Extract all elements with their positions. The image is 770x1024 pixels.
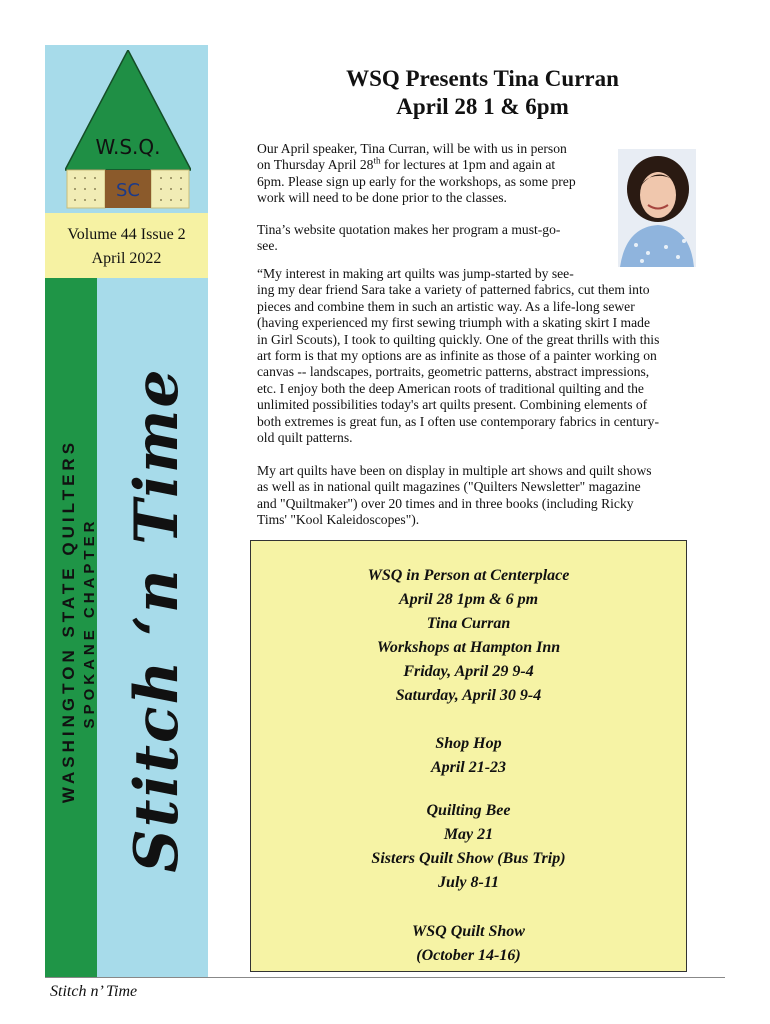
event-line: Sisters Quilt Show (Bus Trip) <box>371 850 566 867</box>
article-subtitle: April 28 1 & 6pm <box>396 94 569 119</box>
quote-line: art form is that my options are as infinite as those of a painter working on <box>257 348 657 364</box>
website-line: see. <box>257 238 278 254</box>
issue-info-box <box>45 213 208 278</box>
event-line: WSQ in Person at Centerplace <box>367 567 570 584</box>
footer-divider <box>45 977 725 978</box>
website-line: Tina’s website quotation makes her program a must-go- <box>257 222 561 237</box>
bio-line: and "Quiltmaker") over 20 times and in three books (including Ricky <box>257 495 634 511</box>
chapter-name: SPOKANE CHAPTER <box>81 517 98 729</box>
bio-line: as well as in national quilt magazines ("Quilters Newsletter" magazine <box>257 479 641 495</box>
org-name: WASHINGTON STATE QUILTERS <box>59 438 78 804</box>
events-box <box>250 540 687 972</box>
event-line: April 21-23 <box>430 759 507 776</box>
logo-wsq-text: W.S.Q. <box>95 135 161 159</box>
quote-line: canvas -- landscapes, portraits, geometric patterns, abstract impressions, <box>257 364 650 380</box>
logo-sc-text: SC <box>116 180 140 201</box>
quote-line: etc. I enjoy both the deep American roots of traditional quilting and the <box>257 380 644 396</box>
quote-line: (having experienced my first sewing triumph with a skating skirt I made <box>257 315 650 331</box>
article-title: WSQ Presents Tina Curran <box>346 66 619 91</box>
intro-line: work will need to be done prior to the classes. <box>257 190 507 206</box>
intro-line: on Thursday April 28th for lectures at 1pm and again at <box>257 155 556 173</box>
quote-line: unlimited possibilities today's art quilts present. Combining elements of <box>257 397 648 413</box>
event-line: July 8-11 <box>438 874 499 891</box>
intro-line: 6pm. Please sign up early for the workshops, as some prep <box>257 173 576 189</box>
quote-line: pieces and combine them in such an artistic way. As a life-long sewer <box>257 298 635 314</box>
quote-line: ing my dear friend Sara take a variety of patterned fabrics, cut them into <box>257 282 650 298</box>
issue-date: April 2022 <box>91 250 162 267</box>
event-line: April 28 1pm & 6 pm <box>398 591 539 608</box>
website-paragraph <box>257 222 617 255</box>
event-line: Quilting Bee <box>426 802 511 819</box>
event-line: May 21 <box>443 826 494 843</box>
event-line: Friday, April 29 9-4 <box>403 663 534 680</box>
intro-line: Our April speaker, Tina Curran, will be with us in person <box>257 141 567 156</box>
footer-title: Stitch n’ Time <box>50 983 138 1000</box>
quote-line: old quilt patterns. <box>257 430 353 446</box>
event-line: Saturday, April 30 9-4 <box>395 687 542 704</box>
bio-line: My art quilts have been on display in multiple art shows and quilt shows <box>257 463 652 478</box>
quote-line: in Girl Scouts), I took to quilting quickly. One of the great thrills with this <box>257 331 660 347</box>
speaker-photo <box>618 149 696 267</box>
quote-paragraph <box>257 266 707 446</box>
event-line: Shop Hop <box>435 735 502 752</box>
bio-line: Tims' "Kool Kaleidoscopes"). <box>257 512 420 528</box>
intro-paragraph <box>257 141 617 207</box>
wsq-logo <box>65 50 191 212</box>
bio-paragraph <box>257 463 707 529</box>
quote-line: both extremes is great fun, as I often use contemporary fabrics in century- <box>257 413 660 429</box>
volume-issue: Volume 44 Issue 2 <box>67 226 186 243</box>
newsletter-title: Stitch ‘n Time <box>122 367 192 873</box>
quote-line: “My interest in making art quilts was jump-started by see- <box>257 266 574 281</box>
event-line: Workshops at Hampton Inn <box>376 639 561 656</box>
event-line: WSQ Quilt Show <box>412 923 525 940</box>
event-line: (October 14-16) <box>416 947 521 964</box>
event-line: Tina Curran <box>426 615 511 632</box>
